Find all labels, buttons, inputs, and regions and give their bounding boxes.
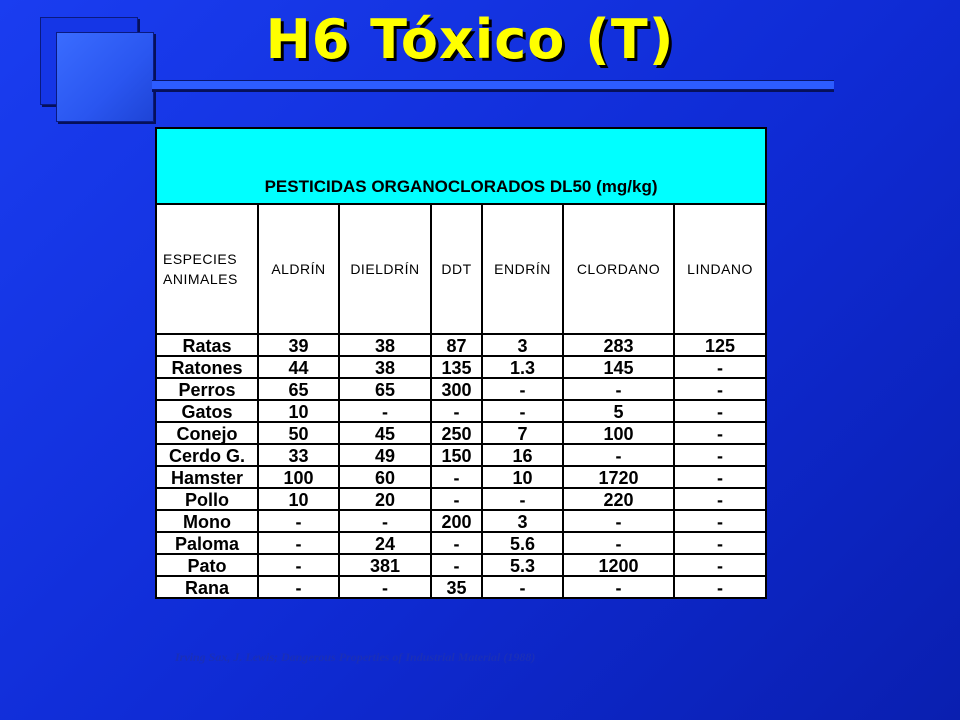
table-row [156,444,766,466]
value-cell: - [563,532,674,554]
value-cell: 283 [563,334,674,356]
table-header: PESTICIDAS ORGANOCLORADOS DL50 (mg/kg) [156,128,766,204]
value-cell: 5 [563,400,674,422]
column-header: CLORDANO [563,204,674,334]
value-cell: 381 [339,554,431,576]
value-cell: - [563,378,674,400]
species-cell: Rana [156,576,258,598]
value-cell: 3 [482,510,563,532]
value-cell: - [482,576,563,598]
value-cell: 65 [258,378,339,400]
value-cell: - [563,510,674,532]
value-cell: - [674,378,766,400]
table-row [156,422,766,444]
value-cell: - [674,466,766,488]
column-header: LINDANO [674,204,766,334]
slide-title: H6 Tóxico (T) [265,8,675,71]
value-cell: - [431,400,482,422]
value-cell: 24 [339,532,431,554]
value-cell: 100 [258,466,339,488]
value-cell: 38 [339,334,431,356]
species-cell: Pollo [156,488,258,510]
value-cell: 5.6 [482,532,563,554]
value-cell: 3 [482,334,563,356]
value-cell: 1720 [563,466,674,488]
value-cell: 49 [339,444,431,466]
value-cell: 44 [258,356,339,378]
value-cell: 60 [339,466,431,488]
value-cell: - [258,532,339,554]
table-row [156,554,766,576]
value-cell: - [674,444,766,466]
value-cell: - [339,576,431,598]
value-cell: 50 [258,422,339,444]
value-cell: 150 [431,444,482,466]
value-cell: - [258,576,339,598]
column-header: DDT [431,204,482,334]
value-cell: 1.3 [482,356,563,378]
value-cell: 10 [258,488,339,510]
value-cell: 125 [674,334,766,356]
table-row [156,510,766,532]
value-cell: 145 [563,356,674,378]
value-cell: 7 [482,422,563,444]
value-cell: 39 [258,334,339,356]
column-header: ESPECIES ANIMALES [156,204,258,334]
table-row [156,378,766,400]
value-cell: - [482,488,563,510]
value-cell: 100 [563,422,674,444]
table-row [156,400,766,422]
value-cell: 1200 [563,554,674,576]
value-cell: - [563,444,674,466]
value-cell: - [258,510,339,532]
value-cell: - [431,554,482,576]
table-row [156,466,766,488]
title-underline [152,80,834,90]
column-header-row [156,204,766,334]
value-cell: 250 [431,422,482,444]
table-row [156,576,766,598]
species-cell: Cerdo G. [156,444,258,466]
value-cell: - [674,488,766,510]
value-cell: - [674,532,766,554]
value-cell: - [674,422,766,444]
value-cell: - [431,532,482,554]
value-cell: - [431,488,482,510]
table-row [156,488,766,510]
species-cell: Pato [156,554,258,576]
value-cell: 10 [258,400,339,422]
table-row [156,532,766,554]
value-cell: - [563,576,674,598]
value-cell: 45 [339,422,431,444]
value-cell: - [339,510,431,532]
species-cell: Ratas [156,334,258,356]
species-cell: Mono [156,510,258,532]
decorative-square-front [56,32,154,122]
value-cell: 10 [482,466,563,488]
species-cell: Ratones [156,356,258,378]
value-cell: - [482,378,563,400]
value-cell: 35 [431,576,482,598]
value-cell: 300 [431,378,482,400]
value-cell: - [674,510,766,532]
column-header: DIELDRÍN [339,204,431,334]
value-cell: 135 [431,356,482,378]
value-cell: 33 [258,444,339,466]
species-cell: Perros [156,378,258,400]
value-cell: - [674,576,766,598]
table-row [156,356,766,378]
value-cell: 87 [431,334,482,356]
source-citation: Irving Sax, J. Lewis; Dangerous Properties of Industrial Material (1988) [175,650,536,664]
value-cell: - [674,554,766,576]
value-cell: 5.3 [482,554,563,576]
column-header: ENDRÍN [482,204,563,334]
value-cell: 220 [563,488,674,510]
species-cell: Hamster [156,466,258,488]
column-header: ALDRÍN [258,204,339,334]
species-cell: Conejo [156,422,258,444]
value-cell: 65 [339,378,431,400]
species-cell: Paloma [156,532,258,554]
table-row [156,334,766,356]
value-cell: - [258,554,339,576]
value-cell: 20 [339,488,431,510]
value-cell: - [482,400,563,422]
value-cell: 200 [431,510,482,532]
value-cell: - [339,400,431,422]
value-cell: - [674,400,766,422]
value-cell: - [674,356,766,378]
value-cell: - [431,466,482,488]
toxicity-table [155,127,767,599]
value-cell: 38 [339,356,431,378]
value-cell: 16 [482,444,563,466]
species-cell: Gatos [156,400,258,422]
